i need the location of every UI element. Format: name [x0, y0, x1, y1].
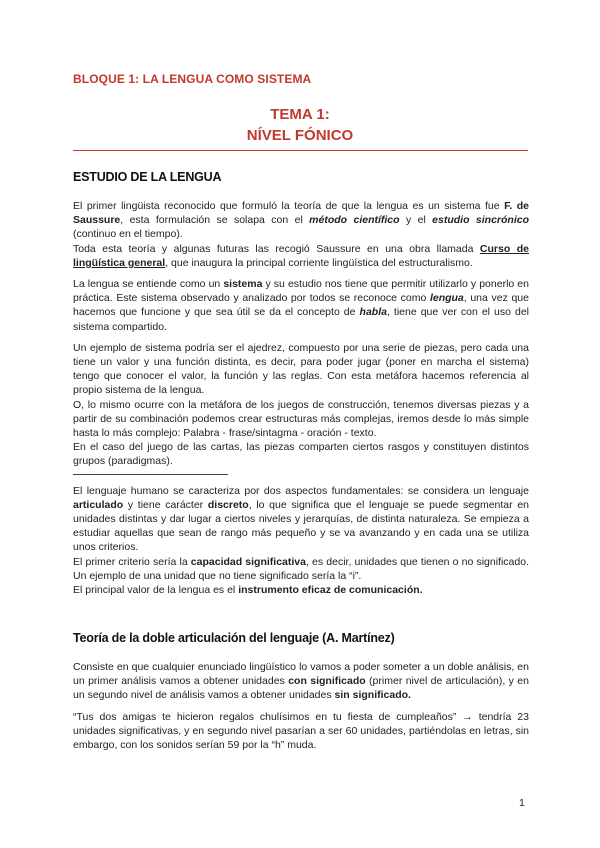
topic-name: NÍVEL FÓNICO [246, 127, 354, 144]
term-curso: Curso de lingüística general [73, 242, 529, 269]
paragraph: El principal valor de la lengua es el instrumento eficaz de comunicación. [73, 584, 423, 597]
paragraph: La lengua se entiende como un sistema y su estudio nos tiene que permitir utilizarlo y ponerlo en práctica. Este sistema observado y analizado por todos se reconoce como lengua, una vez que hacemos que funcione y que sea útil se da el concepto de habla, tiene que ver con el uso del sistema compartido. [73, 278, 530, 333]
separator-line [73, 474, 228, 475]
paragraph: El primer criterio sería la capacidad significativa, es decir, unidades que tienen o no significado. Un ejemplo de una unidad que no tiene significado sería la “i”. [73, 555, 529, 582]
section-body-doble-articulacion [73, 660, 529, 759]
term-habla: habla [359, 306, 387, 319]
term-articulado: articulado [73, 498, 124, 511]
title-divider [73, 150, 528, 151]
paragraph: En el caso del juego de las cartas, las piezas comparten ciertos rasgos y constituyen distintos grupos (paradigmas). [73, 441, 529, 468]
topic-title [0, 104, 600, 146]
paragraph: Consiste en que cualquier enunciado lingüístico lo vamos a poder someter a un doble análisis, en un primer análisis vamos a obtener unidades con significado (primer nivel de articulación), y en un segundo nivel de análisis vamos a obtener unidades sin significado. [73, 661, 529, 702]
term-con-significado: con significado [288, 675, 366, 688]
term-estudio: estudio sincrónico [432, 214, 529, 227]
section-heading-estudio: ESTUDIO DE LA LENGUA [73, 170, 222, 184]
term-capacidad: capacidad significativa [190, 555, 306, 568]
term-sin-significado: sin significado. [334, 689, 411, 702]
term-discreto: discreto [207, 498, 249, 511]
term-sistema: sistema [223, 278, 263, 291]
section-heading-doble-articulacion: Teoría de la doble articulación del lenguaje (A. Martínez) [73, 631, 395, 645]
paragraph: Toda esta teoría y algunas futuras las recogió Saussure en una obra llamada Curso de lingüística general, que inaugura la principal corriente lingüística del estructuralismo. [73, 242, 529, 269]
paragraph: O, lo mismo ocurre con la metáfora de los juegos de construcción, tenemos diversas piezas y a partir de su combinación podemos crear estructuras más complejas, iremos desde lo más simple hasta lo más complejo: Palabra - frase/sintagma - oración - texto. [73, 398, 529, 440]
paragraph: Un ejemplo de sistema podría ser el ajedrez, compuesto por una serie de piezas, pero cada una tiene un valor y una función distinta, es decir, para poder jugar (poner en marcha el sistema) tengo que conocer el valor, la función y las reglas. Con esta metáfora hacemos referencia al propio sistema de la lengua. [73, 341, 529, 397]
topic-number: TEMA 1: [270, 106, 330, 123]
term-lengua: lengua [429, 292, 464, 305]
term-instrumento: instrumento eficaz de comunicación. [238, 584, 423, 597]
paragraph: “Tus dos amigas te hicieron regalos chulísimos en tu fiesta de cumpleaños” → tendría 23 unidades significativas, y en segundo nivel pasarían a ser 60 unidades, partiéndolas en letras, sin embargo, con los sonidos serían 59 por la “h” muda. [73, 710, 529, 752]
block-title: BLOQUE 1: LA LENGUA COMO SISTEMA [73, 72, 312, 86]
term-metodo: método científico [309, 214, 400, 227]
term-saussure: F. de Saussure [73, 200, 529, 227]
paragraph: El lenguaje humano se caracteriza por dos aspectos fundamentales: se considera un lenguaje articulado y tiene carácter discreto, lo que significa que el lenguaje se puede segmentar en unidades distintas y dar lugar a ciertos niveles y jerarquías, de distinta naturaleza. Se empieza a estudiar aquellas que sean de rango más pequeño y se va avanzando y en cada una se utiliza unos criterios. [73, 484, 530, 554]
paragraph: El primer lingüista reconocido que formuló la teoría de que la lengua es un sistema fue F. de Saussure, esta formulación se solapa con el método científico y el estudio sincrónico (continuo en el tiempo). [73, 200, 529, 241]
page-number: 1 [519, 797, 525, 809]
section-body-estudio [73, 199, 529, 597]
